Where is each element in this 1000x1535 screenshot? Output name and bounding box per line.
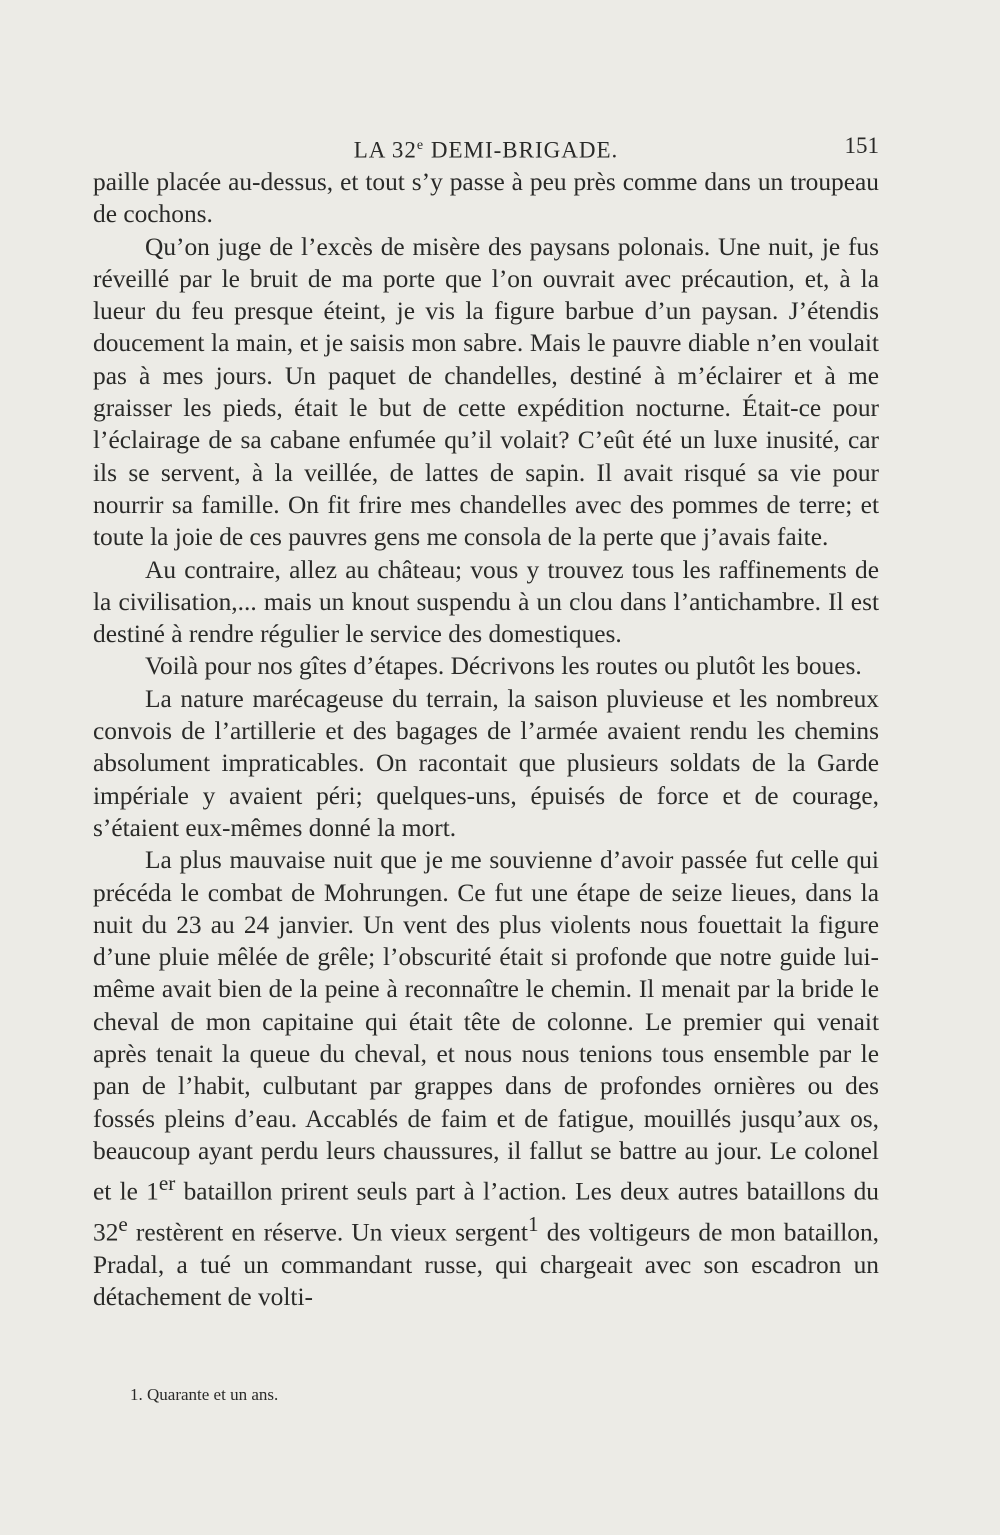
- page-number: 151: [844, 133, 879, 158]
- running-title: LA 32e DEMI-BRIGADE.: [353, 137, 619, 163]
- paragraph-misery: Qu’on juge de l’excès de misère des paysans polonais. Une nuit, je fus réveillé par le bruit de ma porte que l’on ouvrait avec précaution, et, à la lueur du feu presque éteint, je vis la figure barbue d’un paysan. J’étendis doucement la main, et je saisis mon sabre. Mais le pauvre diable n’en voulait pas à mes jours. Un paquet de chandelles, destiné à m’éclairer et à me graisser les pieds, était le but de cette expédition nocturne. Était-ce pour l’éclairage de sa cabane enfumée qu’il volait? C’eût été un luxe inusité, car ils se servent, à la veillée, de lattes de sapin. Il avait risqué sa vie pour nourrir sa famille. On fit frire mes chandelles avec des pommes de terre; et toute la joie de ces pauvres gens me consola de la perte que j’avais faite.: [93, 232, 879, 552]
- paragraph-routes: Voilà pour nos gîtes d’étapes. Décrivons les routes ou plutôt les boues.: [145, 652, 862, 681]
- paragraph-terrain: La nature marécageuse du terrain, la saison pluvieuse et les nombreux convois de l’artillerie et des bagages de l’armée avaient rendu les chemins absolument impraticables. On racontait que plusieurs soldats de la Garde impériale y avaient péri; quelques-uns, épuisés de force et de courage, s’étaient eux-mêmes donné la mort.: [93, 684, 879, 842]
- footnote-marker: 1: [527, 1211, 539, 1236]
- body-text: [93, 166, 879, 1313]
- paragraph-chateau: Au contraire, allez au château; vous y trouvez tous les raffinements de la civilisation,... mais un knout suspendu à un clou dans l’antichambre. Il est destiné à rendre régulier le service des domestiques.: [93, 555, 879, 649]
- paragraph-continuation: paille placée au-dessus, et tout s’y passe à peu près comme dans un troupeau de cochons.: [93, 168, 879, 229]
- ordinal-superscript: e: [118, 1211, 128, 1236]
- paragraph-mohrungen: La plus mauvaise nuit que je me souvienne d’avoir passée fut celle qui précéda le combat de Mohrungen. Ce fut une étape de seize lieues, dans la nuit du 23 au 24 janvier. Un vent des plus violents nous fouettait la figure d’une pluie mêlée de grêle; l’obscurité était si profonde que notre guide lui-même avait bien de la peine à reconnaître le chemin. Il menait par la bride le cheval de mon capitaine qui était tête de colonne. Le premier qui venait après tenait la queue du cheval, et nous nous tenions tous ensemble par le pan de l’habit, culbutant par grappes dans de profondes ornières ou des fossés pleins d’eau. Accablés de faim et de fatigue, mouillés jusqu’aux os, beaucoup ayant perdu leurs chaussures, il fallut se battre au jour. Le colonel et le 1er bataillon prirent seuls part à l’action. Les deux autres bataillons du 32e restèrent en réserve. Un vieux sergent$^1$ des voltigeurs de mon bataillon, Pradal, a tué un commandant russe, qui chargeait avec son escadron un détachement de volti-: [93, 846, 879, 1312]
- running-header: [93, 128, 879, 164]
- footnote: 1. Quarante et un ans.: [130, 1385, 279, 1404]
- ordinal-superscript: er: [158, 1171, 176, 1196]
- title-superscript: e: [416, 138, 425, 153]
